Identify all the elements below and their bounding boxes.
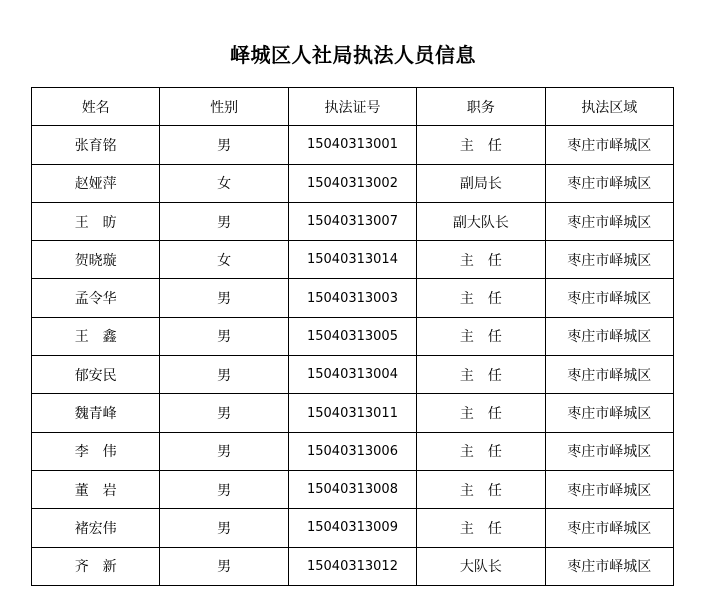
header-area: 执法区域 [545, 88, 673, 126]
cell-area: 枣庄市峄城区 [545, 432, 673, 470]
cell-gender: 女 [160, 241, 288, 279]
table-row [32, 241, 674, 279]
table-row [32, 356, 674, 394]
cell-gender: 男 [160, 279, 288, 317]
cell-area: 枣庄市峄城区 [545, 394, 673, 432]
cell-area: 枣庄市峄城区 [545, 356, 673, 394]
cell-name: 魏青峰 [32, 394, 160, 432]
table-row [32, 202, 674, 240]
cell-id: 15040313014 [288, 241, 416, 279]
cell-name: 董 岩 [32, 470, 160, 508]
cell-id: 15040313003 [288, 279, 416, 317]
cell-position: 副局长 [417, 164, 545, 202]
header-position: 职务 [417, 88, 545, 126]
cell-gender: 女 [160, 164, 288, 202]
cell-area: 枣庄市峄城区 [545, 126, 673, 164]
table-row [32, 317, 674, 355]
table-row [32, 164, 674, 202]
cell-name: 贺晓璇 [32, 241, 160, 279]
cell-name: 王 昉 [32, 202, 160, 240]
table-row [32, 547, 674, 585]
cell-id: 15040313004 [288, 356, 416, 394]
cell-position: 主 任 [417, 126, 545, 164]
cell-name: 王 鑫 [32, 317, 160, 355]
cell-id: 15040313005 [288, 317, 416, 355]
cell-name: 郁安民 [32, 356, 160, 394]
cell-area: 枣庄市峄城区 [545, 470, 673, 508]
cell-id: 15040313001 [288, 126, 416, 164]
cell-name: 张育铭 [32, 126, 160, 164]
cell-id: 15040313002 [288, 164, 416, 202]
cell-gender: 男 [160, 509, 288, 547]
table-row [32, 470, 674, 508]
cell-id: 15040313012 [288, 547, 416, 585]
header-name: 姓名 [32, 88, 160, 126]
cell-id: 15040313007 [288, 202, 416, 240]
header-id: 执法证号 [288, 88, 416, 126]
cell-position: 主 任 [417, 470, 545, 508]
cell-name: 齐 新 [32, 547, 160, 585]
table-row [32, 509, 674, 547]
cell-area: 枣庄市峄城区 [545, 202, 673, 240]
cell-id: 15040313006 [288, 432, 416, 470]
table-row [32, 126, 674, 164]
table-header-row [32, 88, 674, 126]
cell-name: 孟令华 [32, 279, 160, 317]
page-title: 峄城区人社局执法人员信息 [230, 43, 476, 67]
cell-position: 大队长 [417, 547, 545, 585]
cell-position: 主 任 [417, 394, 545, 432]
cell-gender: 男 [160, 394, 288, 432]
cell-area: 枣庄市峄城区 [545, 164, 673, 202]
cell-id: 15040313009 [288, 509, 416, 547]
cell-id: 15040313008 [288, 470, 416, 508]
cell-gender: 男 [160, 126, 288, 164]
cell-position: 主 任 [417, 432, 545, 470]
cell-gender: 男 [160, 547, 288, 585]
cell-area: 枣庄市峄城区 [545, 547, 673, 585]
cell-id: 15040313011 [288, 394, 416, 432]
cell-area: 枣庄市峄城区 [545, 509, 673, 547]
cell-name: 赵娅萍 [32, 164, 160, 202]
cell-position: 主 任 [417, 317, 545, 355]
cell-position: 主 任 [417, 356, 545, 394]
table-row [32, 432, 674, 470]
table-row [32, 394, 674, 432]
header-gender: 性别 [160, 88, 288, 126]
staff-table [31, 87, 674, 586]
cell-position: 主 任 [417, 241, 545, 279]
cell-gender: 男 [160, 356, 288, 394]
cell-gender: 男 [160, 470, 288, 508]
cell-gender: 男 [160, 432, 288, 470]
table-row [32, 279, 674, 317]
cell-gender: 男 [160, 317, 288, 355]
cell-area: 枣庄市峄城区 [545, 317, 673, 355]
cell-name: 褚宏伟 [32, 509, 160, 547]
cell-name: 李 伟 [32, 432, 160, 470]
cell-gender: 男 [160, 202, 288, 240]
cell-area: 枣庄市峄城区 [545, 241, 673, 279]
cell-area: 枣庄市峄城区 [545, 279, 673, 317]
cell-position: 副大队长 [417, 202, 545, 240]
cell-position: 主 任 [417, 279, 545, 317]
cell-position: 主 任 [417, 509, 545, 547]
